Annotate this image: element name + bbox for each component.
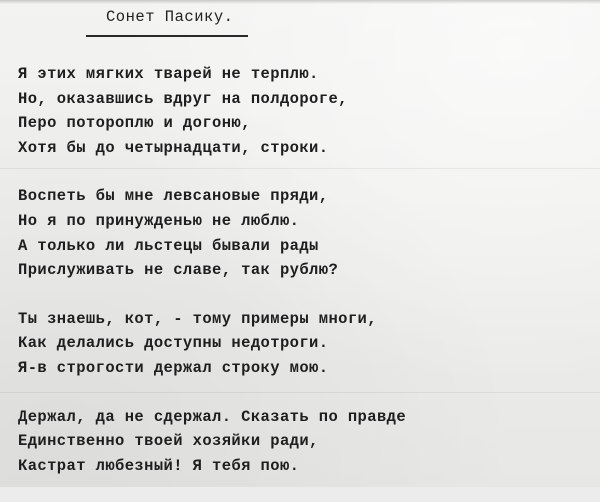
poem-line: Но я по принужденью не люблю. (18, 211, 300, 230)
poem-line: Прислуживать не славе, так рублю? (18, 261, 339, 280)
poem-body (18, 62, 406, 502)
poem-line: Я этих мягких тварей не терплю. (18, 65, 319, 83)
poem-line: Но, оказавшись вдруг на полдороге, (18, 89, 348, 108)
poem-line: Как делались доступны недотроги. (18, 334, 329, 353)
poem-line: Я-в строгости держал строку мою. (18, 358, 329, 377)
poem-line: Хотя бы до четырнадцати, строки. (18, 138, 329, 157)
poem-line: А только ли льстецы бывали рады (18, 236, 319, 255)
poem-line: Единственно твоей хозяйки ради, (18, 432, 319, 451)
poem-line: Воспеть бы мне левсановые пряди, (18, 187, 329, 206)
poem-line: Держал, да не сдержал. Сказать по правде (18, 407, 407, 426)
stanza-3 (18, 307, 406, 381)
poem-line: Перо потороплю и догоню, (18, 114, 251, 133)
poem-title: Сонет Пасику. (106, 8, 234, 26)
stanza-4 (18, 405, 406, 479)
title-underline (86, 35, 248, 37)
paper-top-edge (0, 0, 600, 4)
poem-line: Кастрат любезный! Я тебя пою. (18, 456, 300, 475)
stanza-2 (18, 184, 406, 282)
poem-line: Ты знаешь, кот, - тому примеры многи, (18, 309, 377, 328)
stanza-1 (18, 62, 406, 160)
